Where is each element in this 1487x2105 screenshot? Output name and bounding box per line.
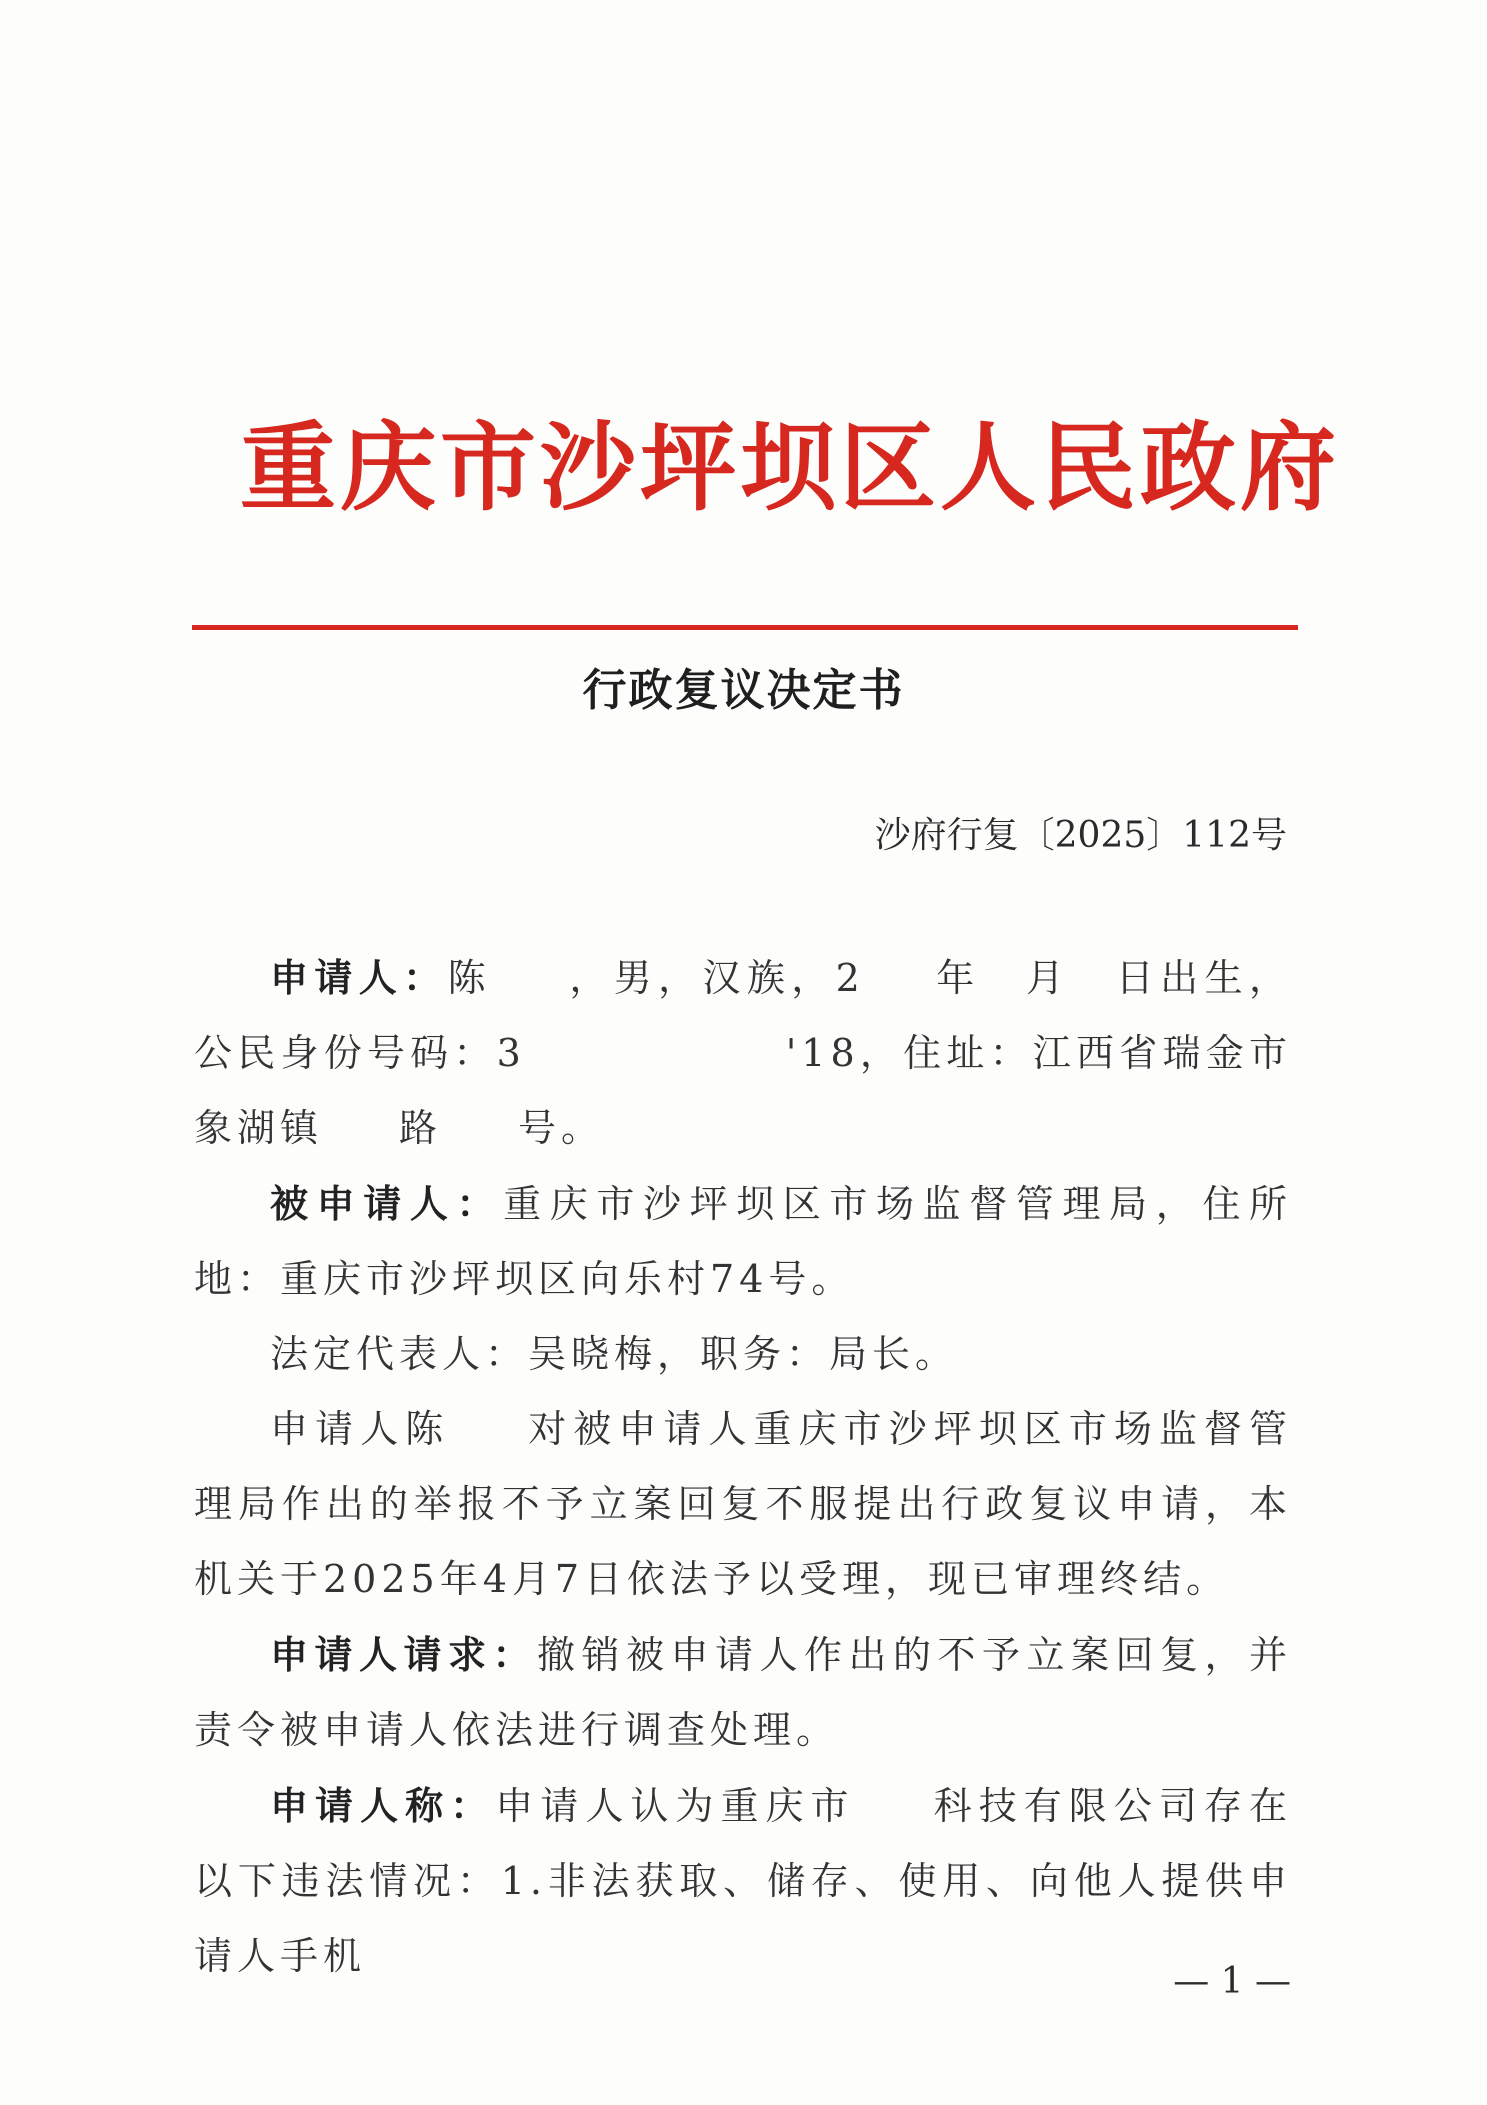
respondent-label: 被申请人： xyxy=(270,1181,504,1226)
respondent-text: 重庆市沙坪坝区市场监督管理局，住所地：重庆市沙坪坝区向乐村74号。 xyxy=(194,1182,1292,1301)
redaction-blank xyxy=(981,962,1025,1002)
claim-prefix: 申请人认为重庆市 xyxy=(495,1784,856,1828)
applicant-paragraph xyxy=(194,940,1292,1166)
red-header-rule xyxy=(192,625,1298,630)
document-title: 行政复议决定书 xyxy=(582,665,905,716)
acceptance-prefix: 申请人陈 xyxy=(270,1407,451,1451)
claim-paragraph xyxy=(194,1768,1292,1994)
redaction-blank xyxy=(865,962,935,1002)
redaction-blank xyxy=(442,1112,518,1152)
issuing-authority-header: 重庆市沙坪坝区人民政府 xyxy=(240,411,1340,524)
applicant-year-mark: 年 xyxy=(934,956,981,1000)
legal-representative-paragraph xyxy=(194,1317,1292,1392)
redaction-blank xyxy=(492,962,568,1002)
applicant-id-address: '18，住址：江西省瑞金市象湖镇 xyxy=(194,1031,1292,1150)
redaction-blank xyxy=(1070,962,1114,1002)
redaction-blank xyxy=(450,1413,526,1453)
applicant-road-mark: 路 xyxy=(399,1106,443,1150)
applicant-number-mark: 号。 xyxy=(518,1106,605,1150)
redaction-blank xyxy=(526,1037,786,1077)
applicant-birth-id: 日出生，公民身份号码：3 xyxy=(194,956,1292,1075)
claim-text: 科技有限公司存在以下违法情况：1.非法获取、储存、使用、向他人提供申请人手机 xyxy=(194,1784,1292,1978)
page-number: — 1 — xyxy=(1173,1961,1291,2002)
claim-label: 申请人称： xyxy=(270,1783,496,1828)
request-text: 撤销被申请人作出的不予立案回复，并责令被申请人依法进行调查处理。 xyxy=(194,1633,1292,1752)
respondent-paragraph xyxy=(194,1166,1292,1317)
acceptance-paragraph xyxy=(194,1392,1292,1617)
applicant-surname: 陈 xyxy=(447,956,492,1000)
applicant-gender-ethnicity: ，男，汉族，2 xyxy=(567,956,865,1000)
applicant-month-mark: 月 xyxy=(1024,956,1071,1000)
redaction-blank xyxy=(856,1790,932,1830)
request-paragraph xyxy=(194,1617,1292,1768)
acceptance-text: 对被申请人重庆市沙坪坝区市场监督管理局作出的举报不予立案回复不服提出行政复议申请，本机关于2025年4月7日依法予以受理，现已审理终结。 xyxy=(194,1407,1292,1601)
legal-representative-text: 法定代表人：吴晓梅，职务：局长。 xyxy=(270,1332,959,1376)
document-number: 沙府行复〔2025〕112号 xyxy=(874,815,1287,856)
redaction-blank xyxy=(323,1112,399,1152)
applicant-label: 申请人： xyxy=(270,955,448,1000)
request-label: 申请人请求： xyxy=(270,1632,537,1677)
document-body xyxy=(194,940,1292,1994)
